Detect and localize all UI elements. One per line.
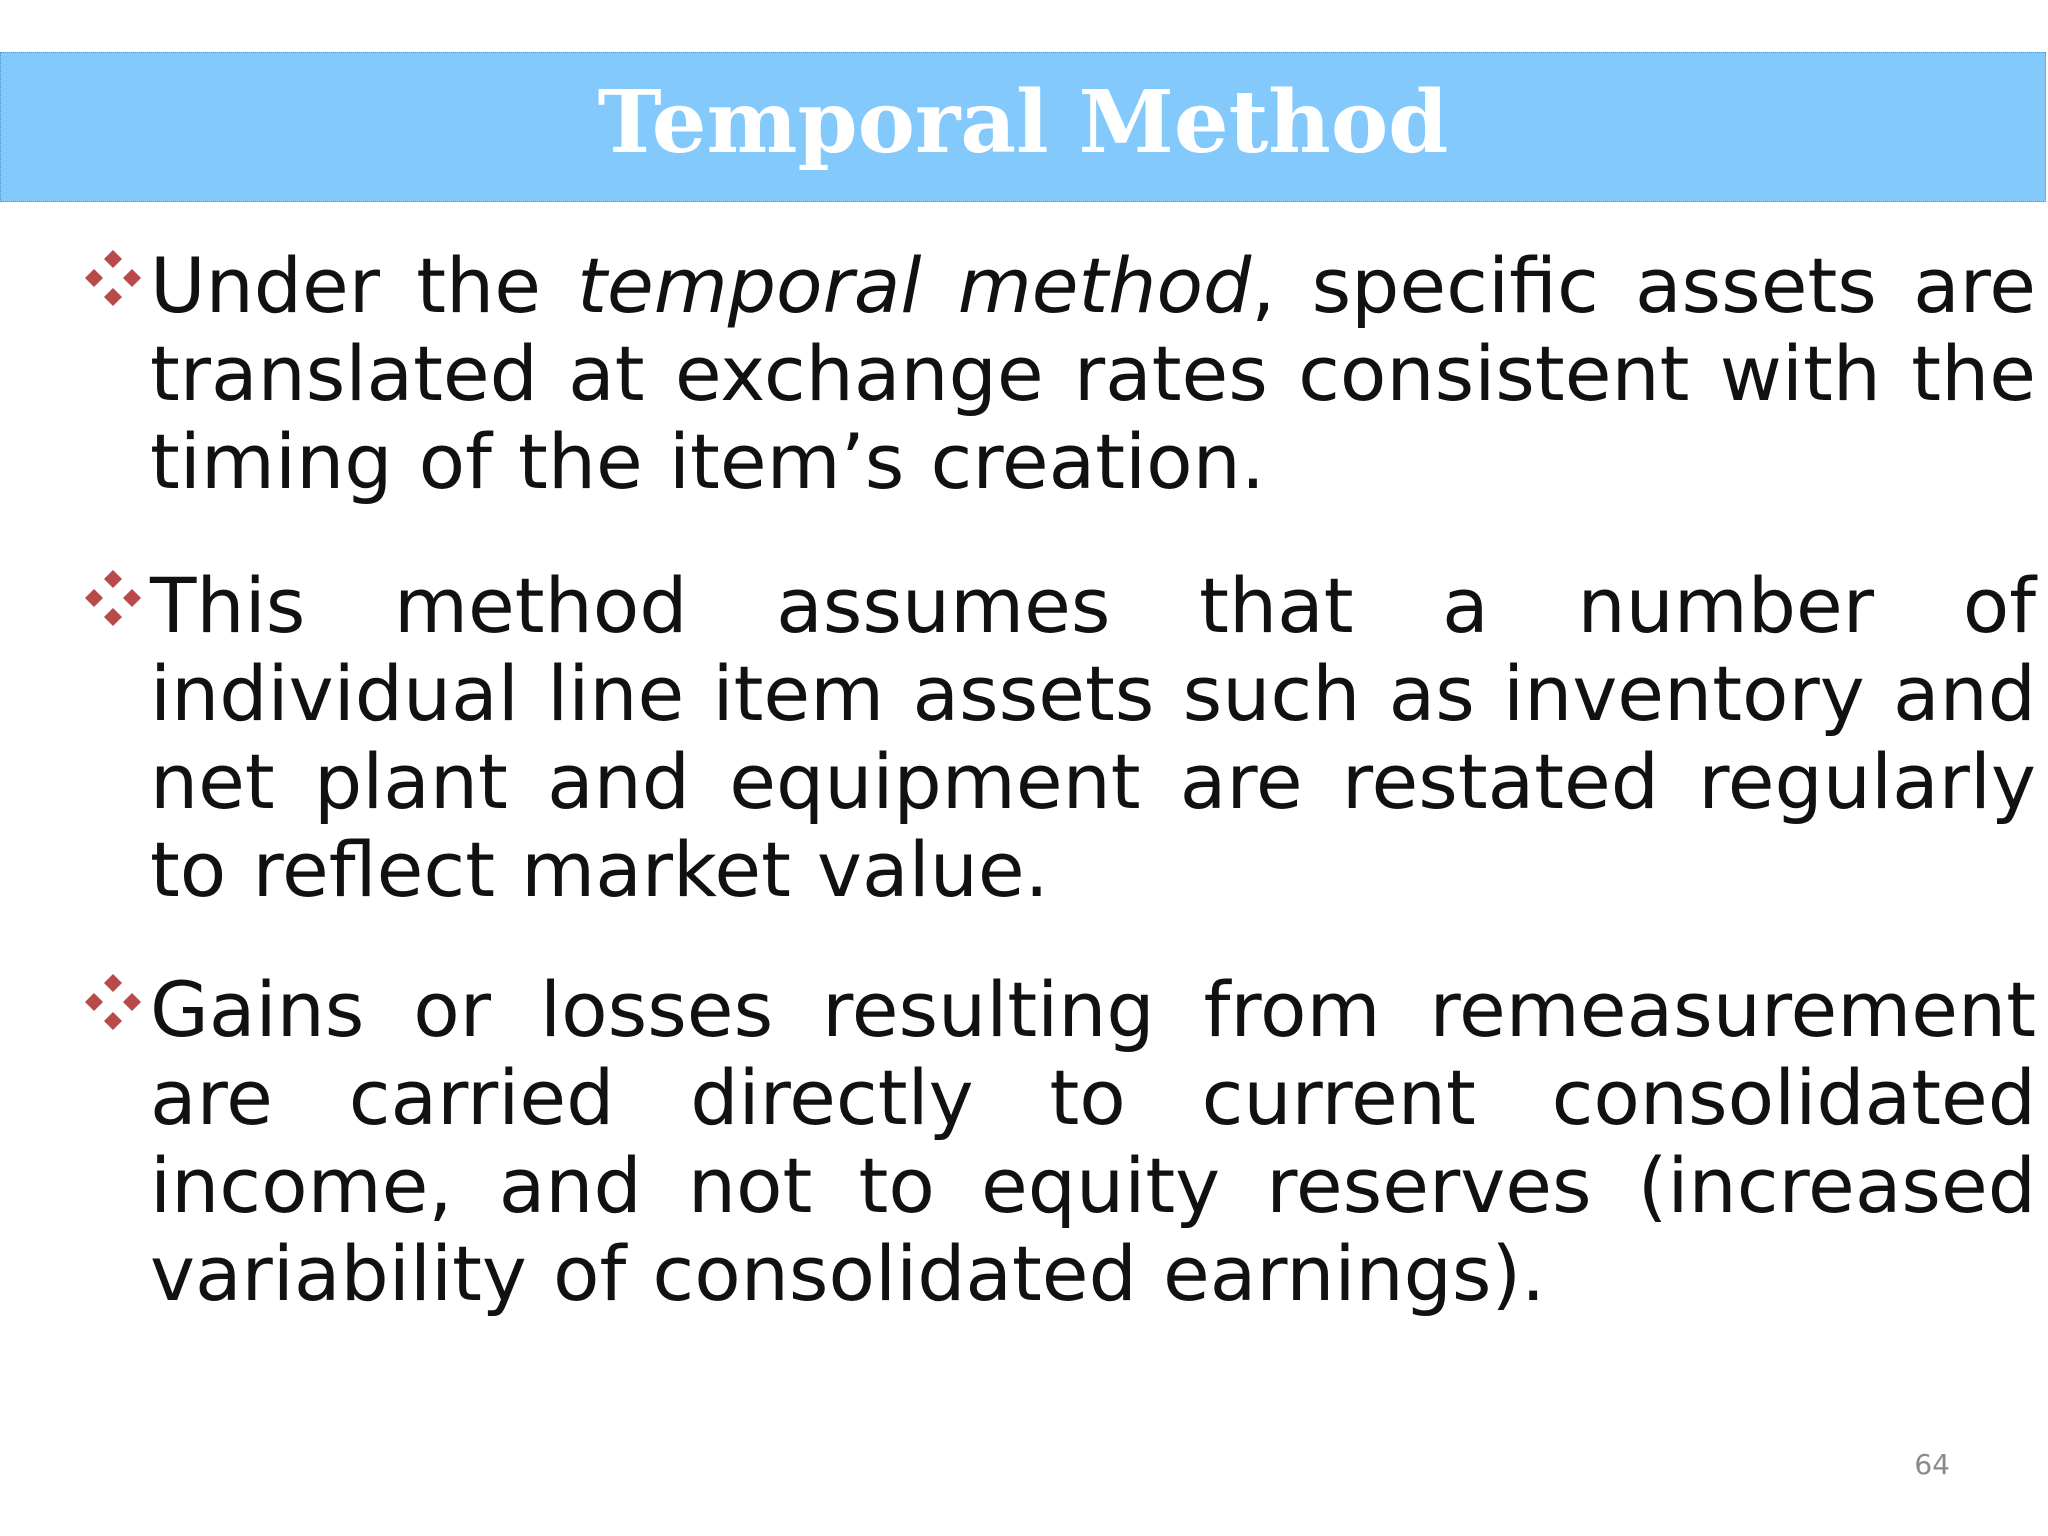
bullet-text-1-after: , specific assets are translated at exchange rates consistent with the timing of the item’s creation.: [150, 241, 2036, 506]
bullet-item-3: [80, 965, 2036, 1322]
bullet-text-2: This method assumes that a number of individual line item assets such as inventory and net plant and equipment are restated regularly to reflect market value.: [150, 561, 2036, 914]
four-diamond-bullet-icon: [80, 248, 146, 314]
bullet-item-1: [80, 241, 2036, 508]
four-diamond-bullet-icon: [80, 568, 146, 634]
title-bar: [0, 52, 2046, 202]
bullet-text-1-italic: temporal method: [577, 241, 1252, 330]
bullet-item-2: [80, 561, 2036, 918]
page-number: 64: [1914, 1448, 1950, 1481]
bullet-text-3: Gains or losses resulting from remeasurement are carried directly to current consolidated income, and not to equity reserves (increased variability of consolidated earnings).: [150, 965, 2036, 1318]
bullet-text-1: [150, 242, 2036, 506]
four-diamond-bullet-icon: [80, 972, 146, 1038]
slide-title: Temporal Method: [597, 72, 1449, 173]
bullet-text-1-before: Under the: [150, 241, 578, 330]
